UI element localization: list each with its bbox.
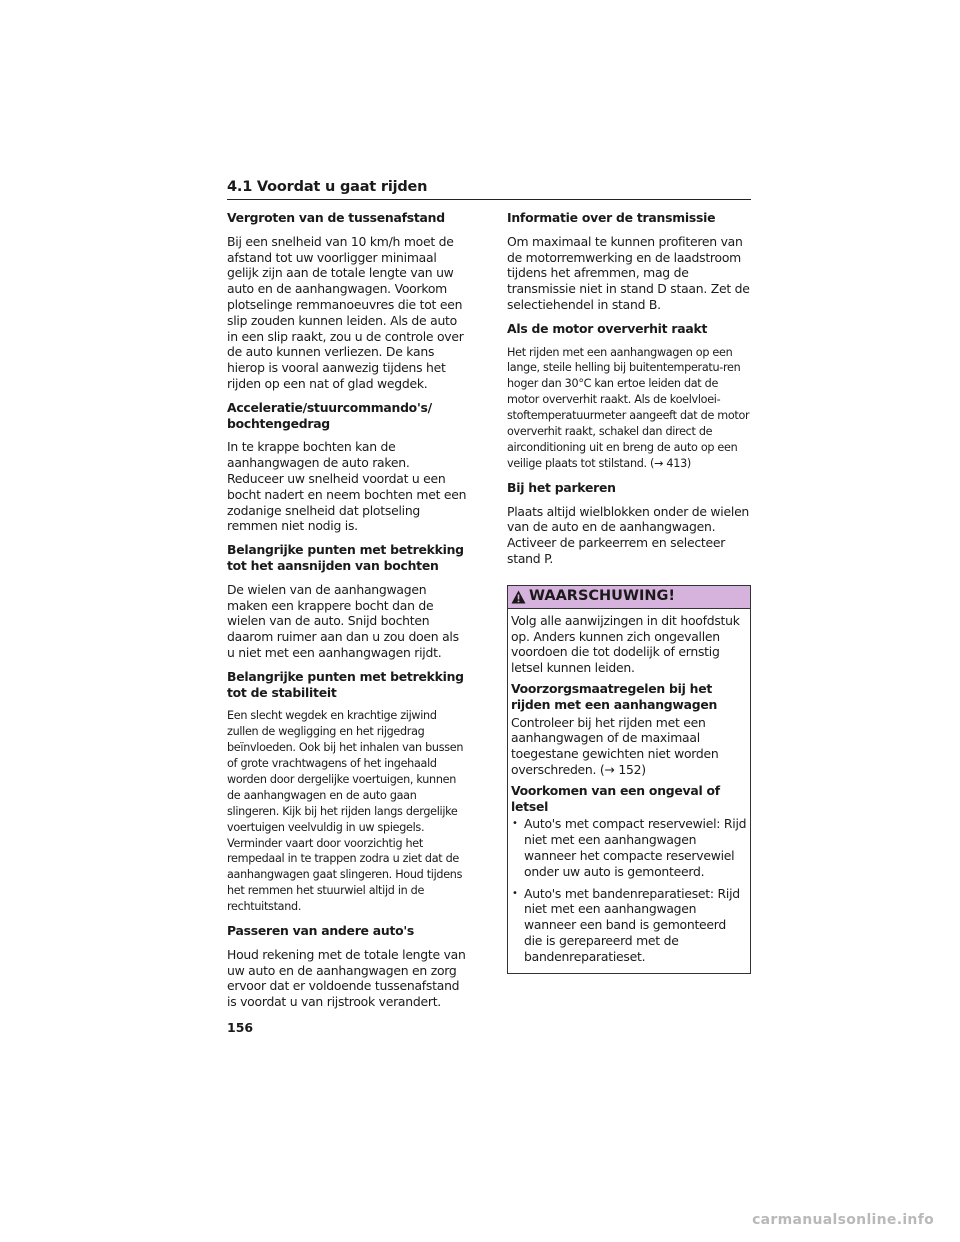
warning-body: [508, 609, 750, 973]
warning-intro: Volg alle aanwijzingen in dit hoofdstuk op. Anders kunnen zich ongevallen voordoen die tot dodelijk of ernstig letsel kunnen leiden.: [511, 612, 740, 676]
warning-subheading: Voorkomen van een ongeval of letsel: [511, 782, 720, 814]
section-heading: Acceleratie/stuurcommando's/ bochtengedrag: [227, 399, 432, 431]
section-paragraph: Om maximaal te kunnen profiteren van de motorremwerking en de laadstroom tijdens het afremmen, mag de transmissie niet in stand D staan. Zet de selectiehendel in stand B.: [507, 233, 750, 312]
watermark-text: carmanualsonline.info: [752, 1212, 934, 1228]
list-item: • Auto's met bandenreparatieset: Rijd niet met een aanhangwagen wanneer een band is gemonteerd die is gerepareerd met de bandenreparatieset.: [511, 886, 747, 965]
section-heading: Belangrijke punten met betrekking tot de stabiliteit: [227, 668, 464, 700]
section-heading: Als de motor oververhit raakt: [507, 320, 708, 336]
page-number: 156: [227, 1020, 254, 1035]
warning-header: [508, 586, 750, 609]
section-heading: Vergroten van de tussenafstand: [227, 210, 445, 225]
section-heading: Belangrijke punten met betrekking tot het aansnijden van bochten: [227, 542, 464, 573]
warning-title: WAARSCHUWING!: [529, 587, 675, 604]
section-heading: Passeren van andere auto's: [227, 923, 415, 939]
warning-box: [507, 585, 751, 974]
section-paragraph-small: Een slecht wegdek en krachtige zijwind zullen de wegligging en het rijgedrag beïnvloeden. Ook bij het inhalen van bussen of grote vrachtwagens of het ingehaald worden door dergelijke voertuigen, kunnen de aanhangwagen en de auto gaan slingeren. Kijk bij het rijden langs dergelijke voertuigen veelvuldig in uw spiegels. Verminder vaart door voorzichtig het rempedaal in te trappen zodra u ziet dat de aanhangwagen gaat slingeren. Houd tijdens het remmen het stuurwiel altijd in de rechtuitstand.: [227, 709, 464, 914]
section-paragraph: Plaats altijd wielblokken onder de wielen van de auto en de aanhangwagen. Activeer de parkeerrem en selecteer stand P.: [507, 503, 750, 567]
section-paragraph: In te krappe bochten kan de aanhangwagen de auto raken. Reduceer uw snelheid voordat u een bocht nadert en neem bochten met een zodanige snelheid dat plotseling remmen niet nodig is.: [227, 439, 467, 534]
section-heading: Informatie over de transmissie: [507, 210, 716, 225]
right-column: [507, 210, 751, 974]
section-paragraph: De wielen van de aanhangwagen maken een krappere bocht dan de wielen van de auto. Snijd bochten daarom ruimer aan dan u zou doen als u niet met een aanhangwagen rijdt.: [227, 581, 459, 660]
section-paragraph: Bij een snelheid van 10 km/h moet de afstand tot uw voorligger minimaal gelijk zijn aan de totale lengte van uw auto en de aanhangwagen. Voorkom plotselinge remmanoeuvres die tot een slip zouden kunnen leiden. Als de auto in een slip raakt, zou u de controle over de auto kunnen verliezen. De kans hierop is vooral aanwezig tijdens het rijden op een nat of glad wegdek.: [227, 233, 464, 391]
section-heading: Bij het parkeren: [507, 479, 616, 495]
section-paragraph-small: Het rijden met een aanhangwagen op een lange, steile helling bij buitentemperatu-ren hoger dan 30°C kan ertoe leiden dat de motor oververhit raakt. Als de koelvloei-stoftemperatuurmeter aangeeft dat de motor oververhit raakt, schakel dan direct de airconditioning uit en breng de auto op een veilige plaats tot stilstand. (→ 413): [507, 345, 750, 470]
warning-bullet-list: [511, 816, 747, 964]
left-column: [227, 210, 467, 1018]
section-paragraph: Houd rekening met de totale lengte van uw auto en de aanhangwagen en zorg ervoor dat er voldoende tussenafstand is voordat u van rijstrook verandert.: [227, 946, 466, 1010]
warning-subheading: Voorzorgsmaatregelen bij het rijden met een aanhangwagen: [511, 681, 718, 712]
warning-triangle-icon: [511, 590, 526, 604]
warning-paragraph: Controleer bij het rijden met een aanhangwagen of de maximaal toegestane gewichten niet worden overschreden. (→ 152): [511, 714, 719, 777]
list-item: • Auto's met compact reservewiel: Rijd niet met een aanhangwagen wanneer het compacte reservewiel onder uw auto is gemonteerd.: [511, 816, 747, 879]
header-divider: [227, 199, 751, 200]
section-title: 4.1 Voordat u gaat rijden: [227, 179, 428, 195]
